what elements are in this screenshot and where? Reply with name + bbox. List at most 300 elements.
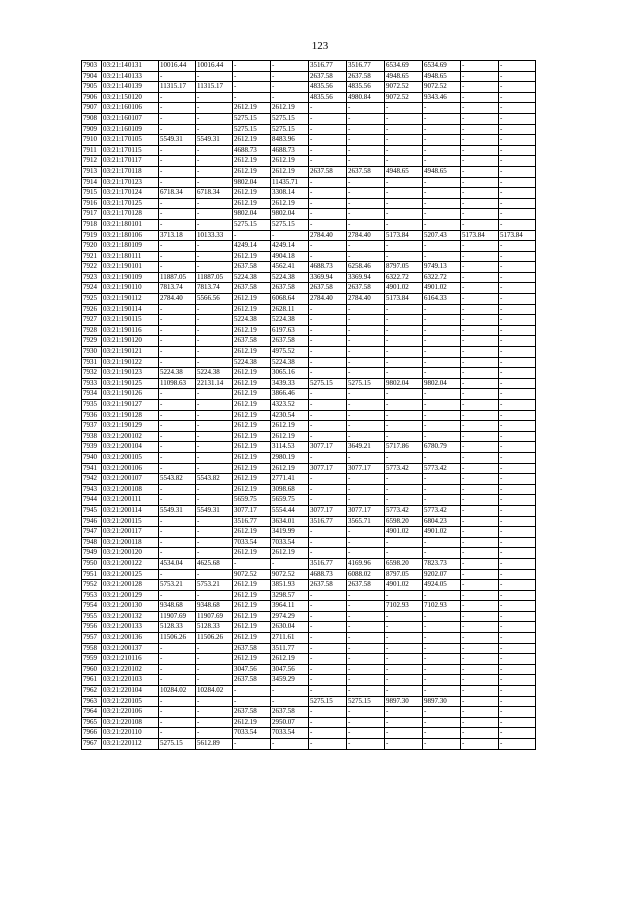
code-cell: 03:21:220112 [102, 739, 159, 750]
table-row [82, 558, 536, 569]
code-cell: 03:21:140133 [102, 71, 159, 82]
value-cell: 5543.82 [196, 474, 233, 485]
value-cell: - [423, 410, 461, 421]
value-cell: 11098.63 [159, 378, 196, 389]
value-cell: - [499, 558, 536, 569]
value-cell: 2612.19 [233, 717, 271, 728]
value-cell: 9072.52 [423, 82, 461, 93]
code-cell: 03:21:190123 [102, 368, 159, 379]
value-cell: - [499, 304, 536, 315]
code-cell: 03:21:200137 [102, 643, 159, 654]
value-cell: - [461, 442, 499, 453]
table-row [82, 145, 536, 156]
value-cell: 3114.53 [271, 442, 309, 453]
value-cell: - [159, 421, 196, 432]
value-cell: 11506.26 [159, 633, 196, 644]
code-cell: 03:21:190110 [102, 283, 159, 294]
value-cell: - [385, 325, 423, 336]
value-cell: - [347, 113, 385, 124]
value-cell: 5173.84 [385, 294, 423, 305]
value-cell: 3851.93 [271, 580, 309, 591]
value-cell: - [499, 336, 536, 347]
value-cell: 2637.58 [347, 283, 385, 294]
value-cell: - [196, 548, 233, 559]
value-cell: 5549.31 [196, 505, 233, 516]
table-row [82, 347, 536, 358]
value-cell: - [499, 156, 536, 167]
value-cell: 2637.58 [233, 336, 271, 347]
value-cell: 2612.19 [233, 654, 271, 665]
table-row [82, 463, 536, 474]
table-row [82, 739, 536, 750]
row-number-cell: 7907 [82, 103, 102, 114]
value-cell: 4688.73 [271, 145, 309, 156]
value-cell: - [347, 241, 385, 252]
value-cell: - [196, 177, 233, 188]
value-cell: - [499, 410, 536, 421]
value-cell: - [499, 325, 536, 336]
value-cell: - [461, 569, 499, 580]
value-cell: 4835.56 [347, 82, 385, 93]
code-cell: 03:21:200108 [102, 484, 159, 495]
value-cell: 2612.19 [233, 389, 271, 400]
value-cell: 6088.02 [347, 569, 385, 580]
value-cell: - [499, 696, 536, 707]
row-number-cell: 7912 [82, 156, 102, 167]
value-cell: - [159, 728, 196, 739]
value-cell: 5275.15 [271, 124, 309, 135]
row-number-cell: 7947 [82, 527, 102, 538]
value-cell: - [461, 325, 499, 336]
value-cell: - [423, 135, 461, 146]
value-cell: 2637.58 [347, 166, 385, 177]
value-cell: - [347, 400, 385, 411]
value-cell: - [423, 537, 461, 548]
value-cell: 3369.94 [309, 272, 347, 283]
row-number-cell: 7927 [82, 315, 102, 326]
value-cell: - [159, 219, 196, 230]
value-cell: 2612.19 [233, 198, 271, 209]
value-cell: 2612.19 [233, 103, 271, 114]
value-cell: - [196, 527, 233, 538]
value-cell: - [385, 241, 423, 252]
value-cell: - [423, 728, 461, 739]
value-cell: 7033.54 [233, 537, 271, 548]
value-cell: - [347, 548, 385, 559]
value-cell: 5549.31 [159, 505, 196, 516]
row-number-cell: 7951 [82, 569, 102, 580]
value-cell: 5717.86 [385, 442, 423, 453]
value-cell: - [461, 728, 499, 739]
value-cell: - [159, 103, 196, 114]
value-cell: - [196, 92, 233, 103]
value-cell: 5224.38 [233, 272, 271, 283]
value-cell: - [159, 166, 196, 177]
code-cell: 03:21:200111 [102, 495, 159, 506]
value-cell: - [309, 113, 347, 124]
value-cell: - [196, 431, 233, 442]
value-cell: 9802.04 [385, 378, 423, 389]
value-cell: 4323.52 [271, 400, 309, 411]
row-number-cell: 7913 [82, 166, 102, 177]
value-cell: 3419.99 [271, 527, 309, 538]
value-cell: 7102.93 [423, 601, 461, 612]
table-row [82, 124, 536, 135]
value-cell: - [196, 209, 233, 220]
value-cell: - [347, 145, 385, 156]
value-cell: - [159, 92, 196, 103]
code-cell: 03:21:190114 [102, 304, 159, 315]
value-cell: - [347, 325, 385, 336]
value-cell: - [347, 739, 385, 750]
value-cell: - [385, 537, 423, 548]
value-cell: 4901.02 [385, 527, 423, 538]
value-cell: 6197.63 [271, 325, 309, 336]
table-row [82, 484, 536, 495]
value-cell: 5275.15 [309, 378, 347, 389]
table-row [82, 410, 536, 421]
value-cell: - [196, 198, 233, 209]
value-cell: - [233, 61, 271, 72]
value-cell: - [196, 463, 233, 474]
value-cell: - [309, 177, 347, 188]
code-cell: 03:21:200115 [102, 516, 159, 527]
value-cell: - [347, 357, 385, 368]
value-cell: 5554.44 [271, 505, 309, 516]
value-cell: - [499, 601, 536, 612]
row-number-cell: 7965 [82, 717, 102, 728]
value-cell: - [499, 177, 536, 188]
value-cell: - [423, 209, 461, 220]
value-cell: - [385, 484, 423, 495]
value-cell: - [461, 209, 499, 220]
value-cell: - [385, 686, 423, 697]
value-cell: 4625.68 [196, 558, 233, 569]
value-cell: 11315.17 [159, 82, 196, 93]
value-cell: 9897.30 [423, 696, 461, 707]
row-number-cell: 7942 [82, 474, 102, 485]
value-cell: - [159, 177, 196, 188]
value-cell: - [461, 717, 499, 728]
value-cell: 2784.40 [309, 230, 347, 241]
value-cell: - [309, 389, 347, 400]
value-cell: 2637.58 [233, 675, 271, 686]
value-cell: 2612.19 [271, 421, 309, 432]
value-cell: - [423, 156, 461, 167]
value-cell: - [309, 601, 347, 612]
value-cell: - [347, 601, 385, 612]
value-cell: - [159, 463, 196, 474]
row-number-cell: 7928 [82, 325, 102, 336]
value-cell: 2628.11 [271, 304, 309, 315]
code-cell: 03:21:170115 [102, 145, 159, 156]
value-cell: 2612.19 [271, 548, 309, 559]
value-cell: 9348.68 [159, 601, 196, 612]
value-cell: 9072.52 [385, 82, 423, 93]
value-cell: 2612.19 [233, 410, 271, 421]
value-cell: 2784.40 [309, 294, 347, 305]
value-cell: 2974.29 [271, 611, 309, 622]
value-cell: 3964.11 [271, 601, 309, 612]
value-cell: - [347, 336, 385, 347]
code-cell: 03:21:200136 [102, 633, 159, 644]
value-cell: 5128.33 [196, 622, 233, 633]
value-cell: - [347, 251, 385, 262]
table-row [82, 166, 536, 177]
value-cell: - [196, 654, 233, 665]
value-cell: - [159, 654, 196, 665]
value-cell: 2637.58 [347, 71, 385, 82]
row-number-cell: 7935 [82, 400, 102, 411]
value-cell: - [461, 357, 499, 368]
value-cell: - [461, 135, 499, 146]
value-cell: - [499, 389, 536, 400]
row-number-cell: 7930 [82, 347, 102, 358]
value-cell: 3439.33 [271, 378, 309, 389]
row-number-cell: 7924 [82, 283, 102, 294]
value-cell: - [347, 717, 385, 728]
value-cell: - [196, 336, 233, 347]
code-cell: 03:21:220106 [102, 707, 159, 718]
value-cell: - [499, 198, 536, 209]
value-cell: - [499, 103, 536, 114]
value-cell: - [309, 717, 347, 728]
value-cell: 2771.41 [271, 474, 309, 485]
value-cell: - [347, 103, 385, 114]
row-number-cell: 7918 [82, 219, 102, 230]
value-cell: - [196, 569, 233, 580]
value-cell: - [347, 188, 385, 199]
value-cell: - [499, 474, 536, 485]
value-cell: - [385, 124, 423, 135]
value-cell: - [385, 728, 423, 739]
value-cell: - [233, 739, 271, 750]
value-cell: 10133.33 [196, 230, 233, 241]
value-cell: - [461, 61, 499, 72]
value-cell: - [461, 611, 499, 622]
value-cell: 10016.44 [196, 61, 233, 72]
row-number-cell: 7925 [82, 294, 102, 305]
value-cell: 3565.71 [347, 516, 385, 527]
value-cell: - [309, 421, 347, 432]
value-cell: - [309, 548, 347, 559]
row-number-cell: 7920 [82, 241, 102, 252]
row-number-cell: 7950 [82, 558, 102, 569]
value-cell: 2630.04 [271, 622, 309, 633]
value-cell: - [499, 272, 536, 283]
value-cell: - [385, 357, 423, 368]
value-cell: 11435.71 [271, 177, 309, 188]
value-cell: - [499, 166, 536, 177]
table-row [82, 505, 536, 516]
value-cell: 2612.19 [233, 378, 271, 389]
value-cell: - [423, 251, 461, 262]
value-cell: 5173.84 [385, 230, 423, 241]
value-cell: - [461, 294, 499, 305]
value-cell: - [347, 421, 385, 432]
value-cell: - [499, 188, 536, 199]
value-cell: - [499, 431, 536, 442]
value-cell: - [309, 739, 347, 750]
value-cell: - [499, 209, 536, 220]
value-cell: - [196, 400, 233, 411]
value-cell: - [499, 739, 536, 750]
value-cell: - [423, 633, 461, 644]
value-cell: - [196, 124, 233, 135]
value-cell: - [385, 664, 423, 675]
value-cell: - [423, 686, 461, 697]
value-cell: 5275.15 [159, 739, 196, 750]
value-cell: - [347, 315, 385, 326]
value-cell: 2612.19 [233, 622, 271, 633]
value-cell: - [347, 368, 385, 379]
row-number-cell: 7923 [82, 272, 102, 283]
value-cell: - [385, 611, 423, 622]
value-cell: - [159, 537, 196, 548]
value-cell: - [499, 135, 536, 146]
value-cell: - [159, 675, 196, 686]
value-cell: - [461, 166, 499, 177]
value-cell: - [423, 145, 461, 156]
code-cell: 03:21:190109 [102, 272, 159, 283]
value-cell: - [196, 71, 233, 82]
value-cell: - [309, 135, 347, 146]
value-cell: 8483.96 [271, 135, 309, 146]
value-cell: - [385, 103, 423, 114]
table-row [82, 209, 536, 220]
value-cell: 2612.19 [233, 166, 271, 177]
code-cell: 03:21:220110 [102, 728, 159, 739]
value-cell: - [347, 622, 385, 633]
value-cell: - [196, 315, 233, 326]
value-cell: - [309, 675, 347, 686]
value-cell: - [385, 389, 423, 400]
value-cell: 2637.58 [309, 71, 347, 82]
row-number-cell: 7941 [82, 463, 102, 474]
table-row [82, 537, 536, 548]
table-row [82, 664, 536, 675]
value-cell: 9348.68 [196, 601, 233, 612]
value-cell: 4904.18 [271, 251, 309, 262]
value-cell: 5275.15 [309, 696, 347, 707]
value-cell: 5224.38 [233, 357, 271, 368]
value-cell: - [499, 71, 536, 82]
value-cell: - [196, 590, 233, 601]
code-cell: 03:21:180101 [102, 219, 159, 230]
value-cell: - [347, 347, 385, 358]
value-cell: - [499, 654, 536, 665]
table-row [82, 580, 536, 591]
value-cell: - [309, 664, 347, 675]
table-row [82, 272, 536, 283]
row-number-cell: 7956 [82, 622, 102, 633]
value-cell: 11907.69 [196, 611, 233, 622]
value-cell: - [309, 633, 347, 644]
value-cell: 2637.58 [271, 707, 309, 718]
row-number-cell: 7933 [82, 378, 102, 389]
value-cell: - [159, 431, 196, 442]
row-number-cell: 7964 [82, 707, 102, 718]
value-cell: - [499, 124, 536, 135]
value-cell: - [347, 124, 385, 135]
value-cell: 11315.17 [196, 82, 233, 93]
value-cell: 3077.17 [233, 505, 271, 516]
value-cell: - [461, 219, 499, 230]
code-cell: 03:21:190122 [102, 357, 159, 368]
value-cell: - [196, 325, 233, 336]
value-cell: 2612.19 [233, 442, 271, 453]
value-cell: - [347, 590, 385, 601]
value-cell: - [461, 590, 499, 601]
value-cell: - [499, 92, 536, 103]
table-row [82, 527, 536, 538]
value-cell: 2612.19 [233, 463, 271, 474]
code-cell: 03:21:190129 [102, 421, 159, 432]
value-cell: - [499, 622, 536, 633]
value-cell: - [233, 92, 271, 103]
table-row [82, 686, 536, 697]
value-cell: - [347, 135, 385, 146]
value-cell: 5773.42 [423, 505, 461, 516]
value-cell: 9897.30 [385, 696, 423, 707]
value-cell: - [159, 124, 196, 135]
table-row [82, 590, 536, 601]
value-cell: - [159, 241, 196, 252]
table-row [82, 707, 536, 718]
value-cell: 5128.33 [159, 622, 196, 633]
row-number-cell: 7963 [82, 696, 102, 707]
value-cell: - [309, 474, 347, 485]
code-cell: 03:21:200128 [102, 580, 159, 591]
value-cell: - [196, 410, 233, 421]
value-cell: - [196, 156, 233, 167]
value-cell: - [309, 325, 347, 336]
value-cell: - [347, 474, 385, 485]
value-cell: 11887.05 [196, 272, 233, 283]
value-cell: - [461, 283, 499, 294]
value-cell: 6322.72 [385, 272, 423, 283]
code-cell: 03:21:190126 [102, 389, 159, 400]
value-cell: 6718.34 [196, 188, 233, 199]
code-cell: 03:21:170128 [102, 209, 159, 220]
table-row [82, 421, 536, 432]
value-cell: - [309, 145, 347, 156]
data-table [81, 60, 536, 750]
row-number-cell: 7914 [82, 177, 102, 188]
value-cell: 2637.58 [233, 707, 271, 718]
value-cell: - [309, 198, 347, 209]
value-cell: - [347, 537, 385, 548]
value-cell: - [461, 495, 499, 506]
row-number-cell: 7938 [82, 431, 102, 442]
code-cell: 03:21:170105 [102, 135, 159, 146]
code-cell: 03:21:160107 [102, 113, 159, 124]
value-cell: 2612.19 [233, 251, 271, 262]
value-cell: 3713.18 [159, 230, 196, 241]
value-cell: - [461, 580, 499, 591]
value-cell: - [423, 717, 461, 728]
value-cell: 2612.19 [233, 431, 271, 442]
value-cell: - [309, 410, 347, 421]
value-cell: - [159, 400, 196, 411]
value-cell: - [159, 262, 196, 273]
value-cell: - [461, 622, 499, 633]
row-number-cell: 7940 [82, 452, 102, 463]
value-cell: - [196, 728, 233, 739]
value-cell: - [347, 495, 385, 506]
value-cell: 9072.52 [385, 92, 423, 103]
value-cell: 3459.29 [271, 675, 309, 686]
